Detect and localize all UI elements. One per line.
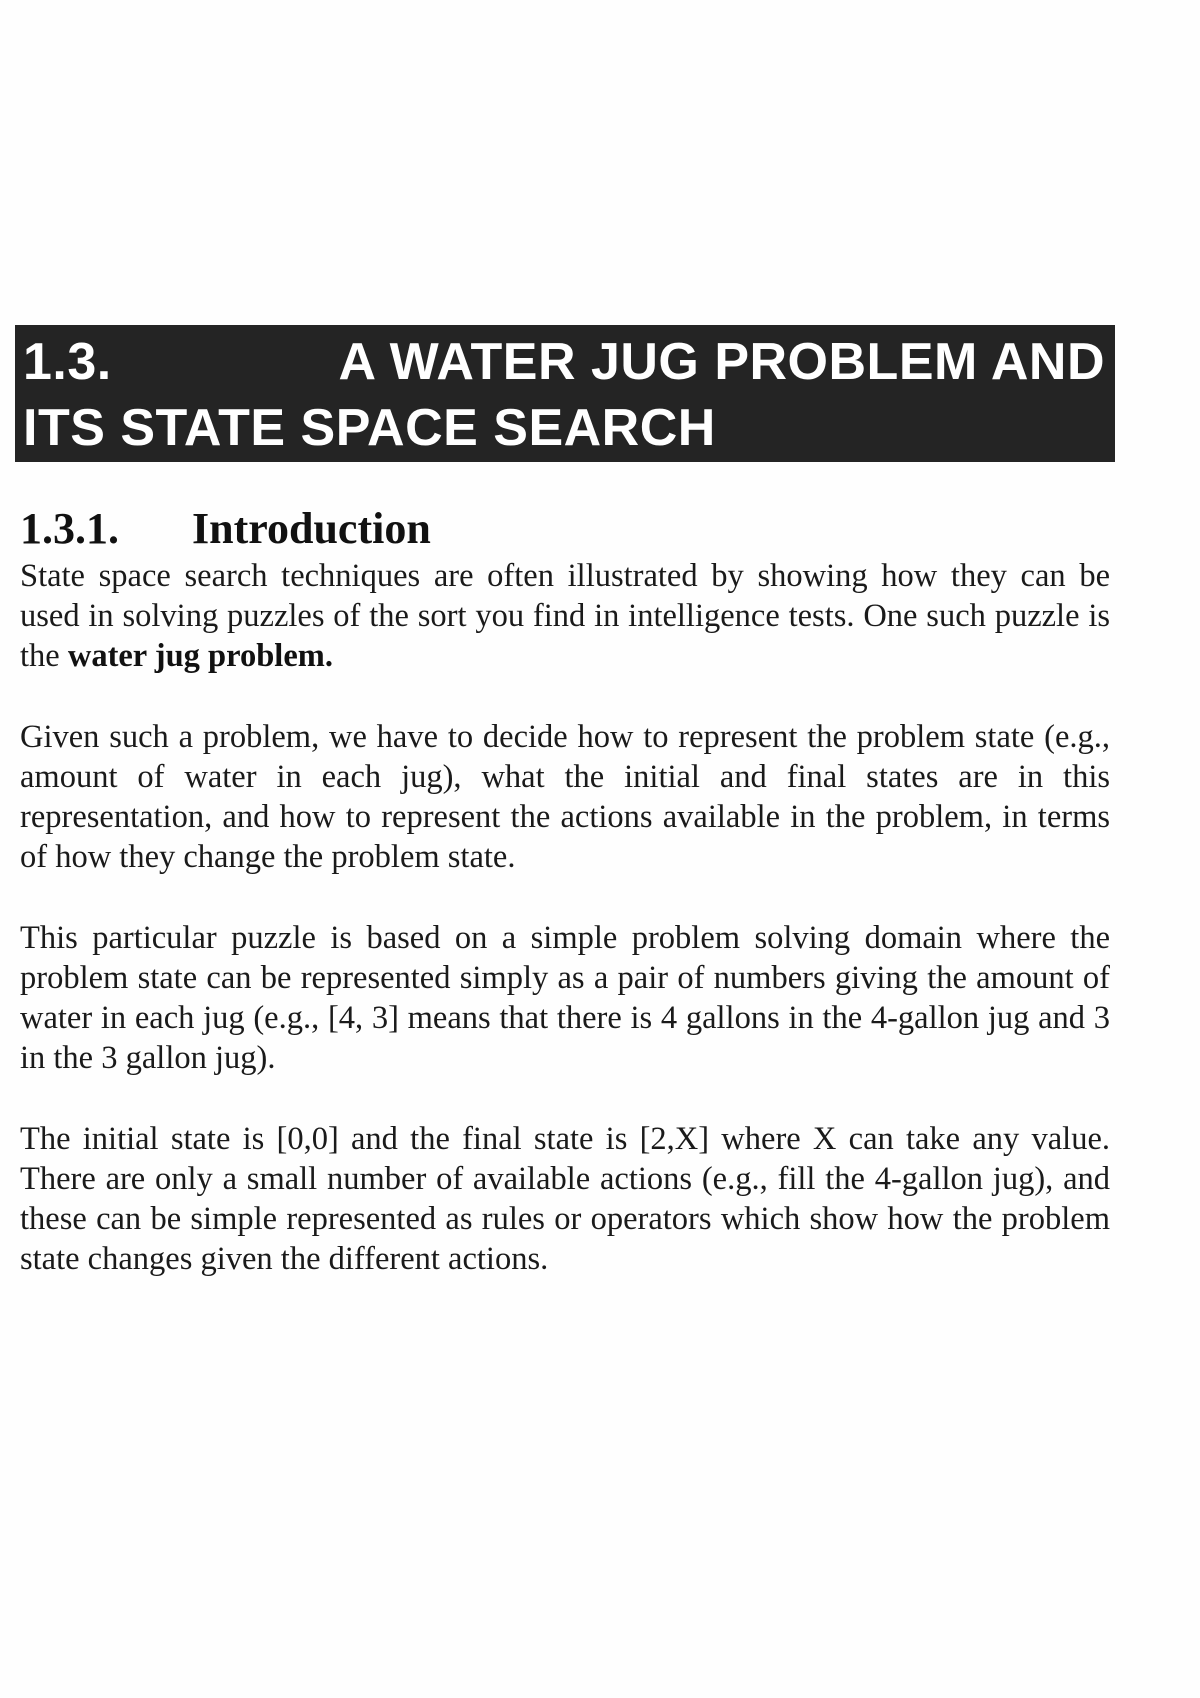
subsection-title: Introduction [192,504,431,553]
section-number: 1.3. [23,333,112,391]
paragraph-1-emphasis: water jug problem. [67,638,333,674]
subsection-heading [20,503,431,554]
paragraph-4: The initial state is [0,0] and the final state is [2,X] where X can take any value. There are only a small number of available actions (e.g., fill the 4-gallon jug), and these can be simple represented as rules or operators which show how the problem state changes given the different actions. [20,1121,1110,1277]
section-heading-banner [15,325,1115,462]
subsection-number: 1.3.1. [20,504,119,553]
paragraph-1-text: State space search techniques are often illustrated by showing how they can be used in solving puzzles of the sort you find in intelligence tests. One such puzzle is the [20,558,1110,674]
paragraph-2: Given such a problem, we have to decide how to represent the problem state (e.g., amount of water in each jug), what the initial and final states are in this representation, and how to represent the actions available in the problem, in terms of how they change the problem state. [20,719,1110,875]
section-title-line-1: A WATER JUG PROBLEM AND [338,333,1105,391]
section-title-line-2: ITS STATE SPACE SEARCH [23,399,716,457]
section-heading-line-1 [23,329,1107,395]
paragraph-1 [20,556,1110,676]
body-text [20,556,1110,1279]
paragraph-3: This particular puzzle is based on a simple problem solving domain where the problem state can be represented simply as a pair of numbers giving the amount of water in each jug (e.g., [4, 3] means that there is 4 gallons in the 4-gallon jug and 3 in the 3 gallon jug). [20,920,1110,1076]
